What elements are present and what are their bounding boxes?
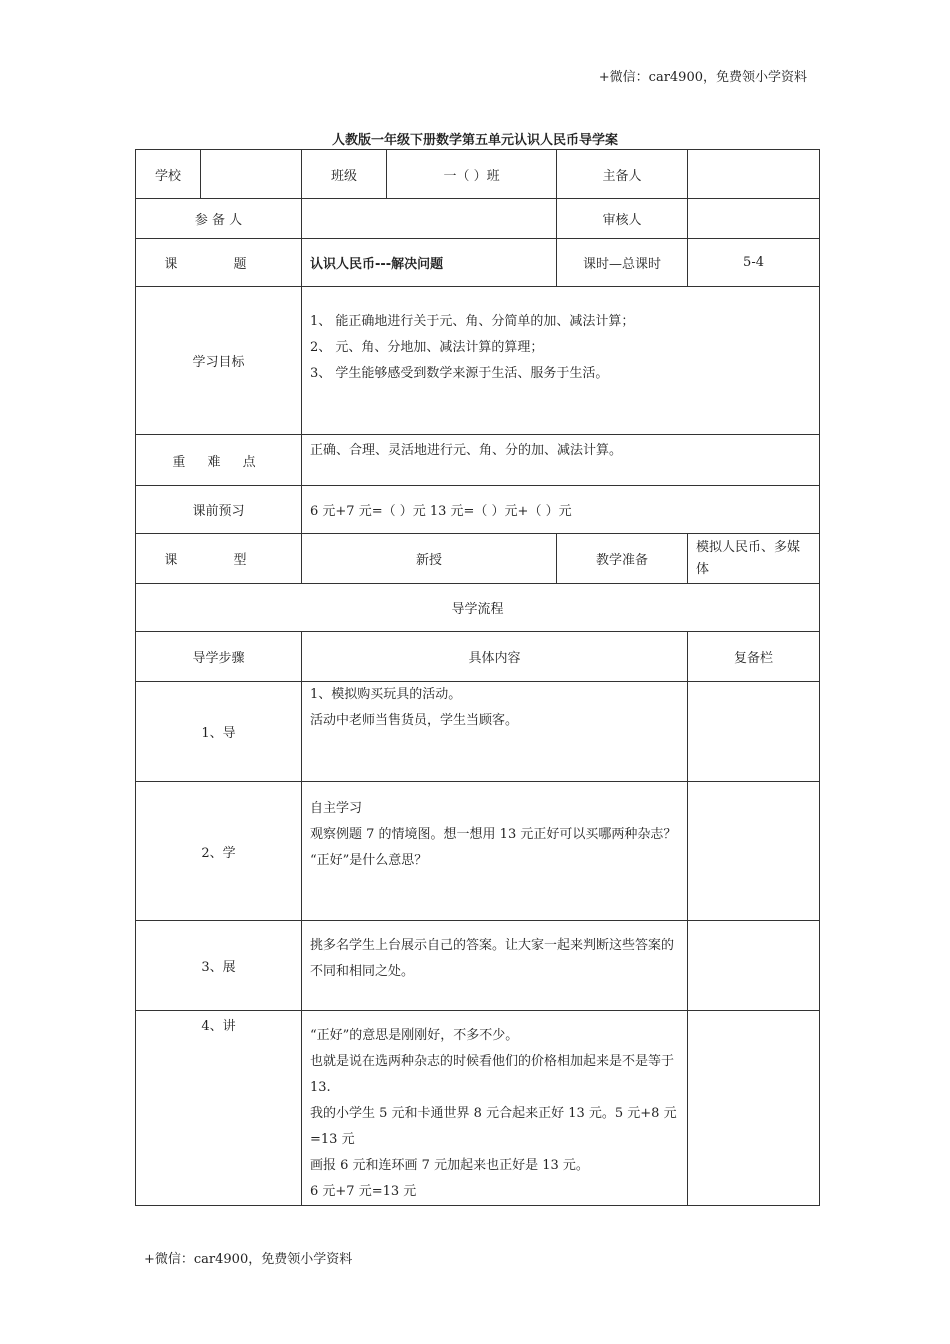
row-school <box>136 150 820 199</box>
row-flow-headers <box>136 632 820 682</box>
reviewer-value <box>688 199 820 239</box>
lesson-type-label: 课 型 <box>136 534 302 584</box>
period-value: 5-4 <box>688 239 820 287</box>
row-flow-title <box>136 584 820 632</box>
step-line: 也就是说在选两种杂志的时候看他们的价格相加起来是不是等于 13. <box>310 1054 675 1095</box>
goals-label: 学习目标 <box>136 287 302 435</box>
class-label: 班级 <box>302 150 387 199</box>
step-line: 自主学习 <box>310 801 363 816</box>
key-points-label: 重 难 点 <box>136 435 302 486</box>
table-row <box>136 682 820 782</box>
review-cell <box>688 1011 820 1206</box>
step-content <box>302 682 688 782</box>
row-topic <box>136 239 820 287</box>
goal-item: 1、 能正确地进行关于元、角、分简单的加、减法计算； <box>310 314 635 329</box>
lesson-plan-table <box>135 149 820 1206</box>
review-cell <box>688 782 820 921</box>
header-note: +微信：car4900，免费领小学资料 <box>598 70 807 85</box>
step-content <box>302 782 688 921</box>
preview-value: 6 元+7 元=（ ）元 13 元=（ ）元+（ ）元 <box>302 486 820 534</box>
review-cell <box>688 921 820 1011</box>
step-name: 1、导 <box>136 682 302 782</box>
review-cell <box>688 682 820 782</box>
step-name: 4、讲 <box>136 1011 302 1206</box>
key-points-value: 正确、合理、灵活地进行元、角、分的加、减法计算。 <box>302 435 820 486</box>
step-line: 画报 6 元和连环画 7 元加起来也正好是 13 元。 <box>310 1158 589 1173</box>
step-line: 观察例题 7 的情境图。想一想用 13 元正好可以买哪两种杂志？ <box>310 827 677 842</box>
prep-label: 教学准备 <box>557 534 688 584</box>
school-value <box>201 150 302 199</box>
review-header: 复备栏 <box>688 632 820 682</box>
document-title: 人教版一年级下册数学第五单元认识人民币导学案 <box>331 133 618 148</box>
lead-preparer-label: 主备人 <box>557 150 688 199</box>
step-line: 挑多名学生上台展示自己的答案。让大家一起来判断这些答案的不同和相同之处。 <box>310 938 675 979</box>
school-label: 学校 <box>136 150 201 199</box>
step-line: 活动中老师当售货员，学生当顾客。 <box>310 713 519 728</box>
footer-note: +微信：car4900，免费领小学资料 <box>144 1252 353 1267</box>
row-preview <box>136 486 820 534</box>
step-header: 导学步骤 <box>136 632 302 682</box>
step-name: 2、学 <box>136 782 302 921</box>
preview-label: 课前预习 <box>136 486 302 534</box>
row-lesson-type <box>136 534 820 584</box>
lesson-type-value: 新授 <box>302 534 557 584</box>
reviewer-label: 审核人 <box>557 199 688 239</box>
goal-item: 3、 学生能够感受到数学来源于生活、服务于生活。 <box>310 366 609 381</box>
topic-label: 课 题 <box>136 239 302 287</box>
step-content <box>302 1011 688 1206</box>
table-row <box>136 782 820 921</box>
step-content <box>302 921 688 1011</box>
topic-value: 认识人民币---解决问题 <box>302 239 557 287</box>
step-line: 6 元+7 元=13 元 <box>310 1184 417 1199</box>
step-line: “正好”的意思是刚刚好，不多不少。 <box>310 1028 519 1043</box>
goal-item: 2、 元、角、分地加、减法计算的算理； <box>310 340 544 355</box>
prep-value: 模拟人民币、多媒体 <box>688 534 820 584</box>
participants-value <box>302 199 557 239</box>
step-line: “正好”是什么意思？ <box>310 853 428 868</box>
row-key-points <box>136 435 820 486</box>
lead-preparer-value <box>688 150 820 199</box>
table-row <box>136 921 820 1011</box>
content-header: 具体内容 <box>302 632 688 682</box>
row-participants <box>136 199 820 239</box>
step-line: 我的小学生 5 元和卡通世界 8 元合起来正好 13 元。5 元+8 元=13 元 <box>310 1106 677 1147</box>
class-value: 一（ ）班 <box>387 150 557 199</box>
table-row <box>136 1011 820 1206</box>
goals-list <box>302 287 820 435</box>
flow-title: 导学流程 <box>136 584 820 632</box>
participants-label: 参 备 人 <box>136 199 302 239</box>
step-name: 3、展 <box>136 921 302 1011</box>
period-label: 课时—总课时 <box>557 239 688 287</box>
step-line: 1、模拟购买玩具的活动。 <box>310 687 462 702</box>
row-goals <box>136 287 820 435</box>
